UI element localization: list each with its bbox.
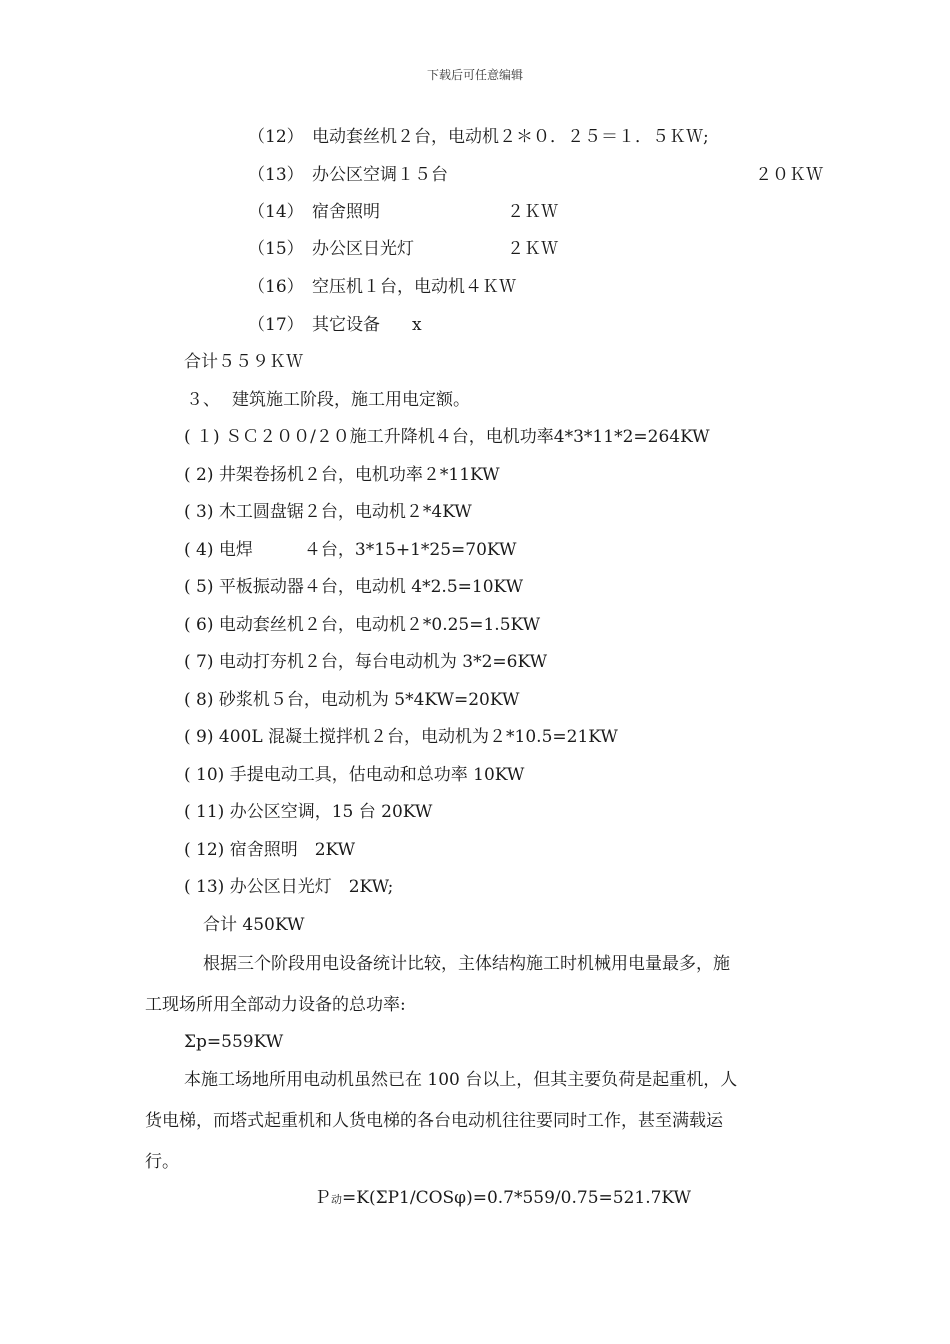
item-number: （13）	[248, 165, 304, 185]
list2-item-1	[184, 426, 710, 448]
item-text: 办公区日光灯	[312, 239, 414, 259]
item-number: ( 3)	[184, 502, 214, 522]
list2-item-10	[184, 764, 524, 786]
item-power: ２ＫＷ	[507, 202, 558, 222]
section-title: 建筑施工阶段，施工用电定额。	[232, 390, 470, 410]
item-text: 空压机１台，电动机４ＫＷ	[312, 277, 516, 297]
total-1: 合计５５９ＫＷ	[184, 352, 303, 372]
list2-item-8	[184, 689, 519, 711]
item-text: 平板振动器４台，电动机 4*2.5=10KW	[218, 577, 524, 597]
item-power: ２０ＫＷ	[755, 165, 823, 185]
item-text: 电动套丝机２台，电动机２＊０．２５＝１．５ＫＷ;	[312, 127, 709, 147]
item-number: （15）	[248, 239, 304, 259]
page-header: 下载后可任意编辑	[426, 68, 523, 82]
total-2: 合计 450KW	[203, 915, 305, 935]
section-number: ３、	[186, 390, 220, 410]
list2-item-11	[184, 801, 432, 823]
item-text: 其它设备	[312, 315, 380, 335]
sum-power: Σp=559KW	[184, 1032, 284, 1052]
item-number: （17）	[248, 315, 304, 335]
list2-item-6	[184, 614, 540, 636]
list2-item-2	[184, 464, 500, 486]
list2-item-12	[184, 839, 355, 861]
item-number: ( 12)	[184, 840, 225, 860]
formula-p: Ｐ	[314, 1188, 331, 1208]
list1-item-14	[248, 201, 648, 223]
item-number: ( 10)	[184, 765, 225, 785]
paragraph-2-line-1: 本施工场地所用电动机虽然已在 100 台以上，但其主要负荷是起重机，人	[184, 1070, 738, 1090]
item-text: 办公区空调，15 台 20KW	[229, 802, 433, 822]
list2-item-13	[184, 876, 393, 898]
item-text: 电焊 ４台，3*15+1*25=70KW	[218, 540, 517, 560]
item-number: ( 13)	[184, 877, 225, 897]
item-text: 办公区日光灯 2KW;	[229, 877, 394, 897]
list1-item-13	[248, 164, 823, 186]
item-text: 电动套丝机２台，电动机２*0.25=1.5KW	[218, 615, 541, 635]
item-text: 木工圆盘锯２台，电动机２*4KW	[218, 502, 472, 522]
item-text: 办公区空调１５台	[312, 165, 448, 185]
list1-item-15	[248, 238, 648, 260]
item-power: ２ＫＷ	[507, 239, 558, 259]
list2-item-3	[184, 501, 472, 523]
item-text: 400L 混凝土搅拌机２台，电动机为２*10.5=21KW	[218, 727, 618, 747]
item-number: ( 7)	[184, 652, 214, 672]
item-number: ( 6)	[184, 615, 214, 635]
item-number: ( １)	[184, 427, 220, 447]
item-text: 电动打夯机２台，每台电动机为 3*2=6KW	[218, 652, 548, 672]
list2-item-7	[184, 651, 547, 673]
list2-item-9	[184, 726, 618, 748]
item-number: （14）	[248, 202, 304, 222]
paragraph-2-line-2: 货电梯，而塔式起重机和人货电梯的各台电动机往往要同时工作，甚至满载运	[145, 1111, 723, 1131]
item-number: ( 11)	[184, 802, 225, 822]
item-number: （16）	[248, 277, 304, 297]
paragraph-1-line-2: 工现场所用全部动力设备的总功率:	[145, 995, 406, 1015]
list1-item-16	[248, 276, 516, 298]
paragraph-1-line-1: 根据三个阶段用电设备统计比较，主体结构施工时机械用电量最多，施	[203, 954, 730, 974]
item-text: 井架卷扬机２台，电机功率２*11KW	[218, 465, 500, 485]
list2-item-5	[184, 576, 523, 598]
list1-item-17	[248, 314, 648, 336]
formula	[314, 1187, 691, 1211]
paragraph-2-line-3: 行。	[145, 1152, 179, 1172]
item-text: 手提电动工具，估电动和总功率 10KW	[229, 765, 525, 785]
item-text: 宿舍照明	[312, 202, 380, 222]
formula-subscript: 动	[331, 1193, 342, 1206]
item-text: ＳＣ２００/２０施工升降机４台，电机功率4*3*11*2=264KW	[225, 427, 710, 447]
item-text: 砂浆机５台，电动机为 5*4KW=20KW	[218, 690, 520, 710]
formula-expression: =K(ΣP1/COSφ)=0.7*559/0.75=521.7KW	[342, 1188, 691, 1208]
item-number: ( 2)	[184, 465, 214, 485]
item-number: ( 9)	[184, 727, 214, 747]
item-number: ( 5)	[184, 577, 214, 597]
item-number: （12）	[248, 127, 304, 147]
item-text: 宿舍照明 2KW	[229, 840, 356, 860]
list2-item-4	[184, 539, 516, 561]
list1-item-12	[248, 126, 709, 148]
item-number: ( 8)	[184, 690, 214, 710]
item-power: x	[412, 315, 422, 335]
item-number: ( 4)	[184, 540, 214, 560]
section-3-heading	[186, 389, 470, 411]
